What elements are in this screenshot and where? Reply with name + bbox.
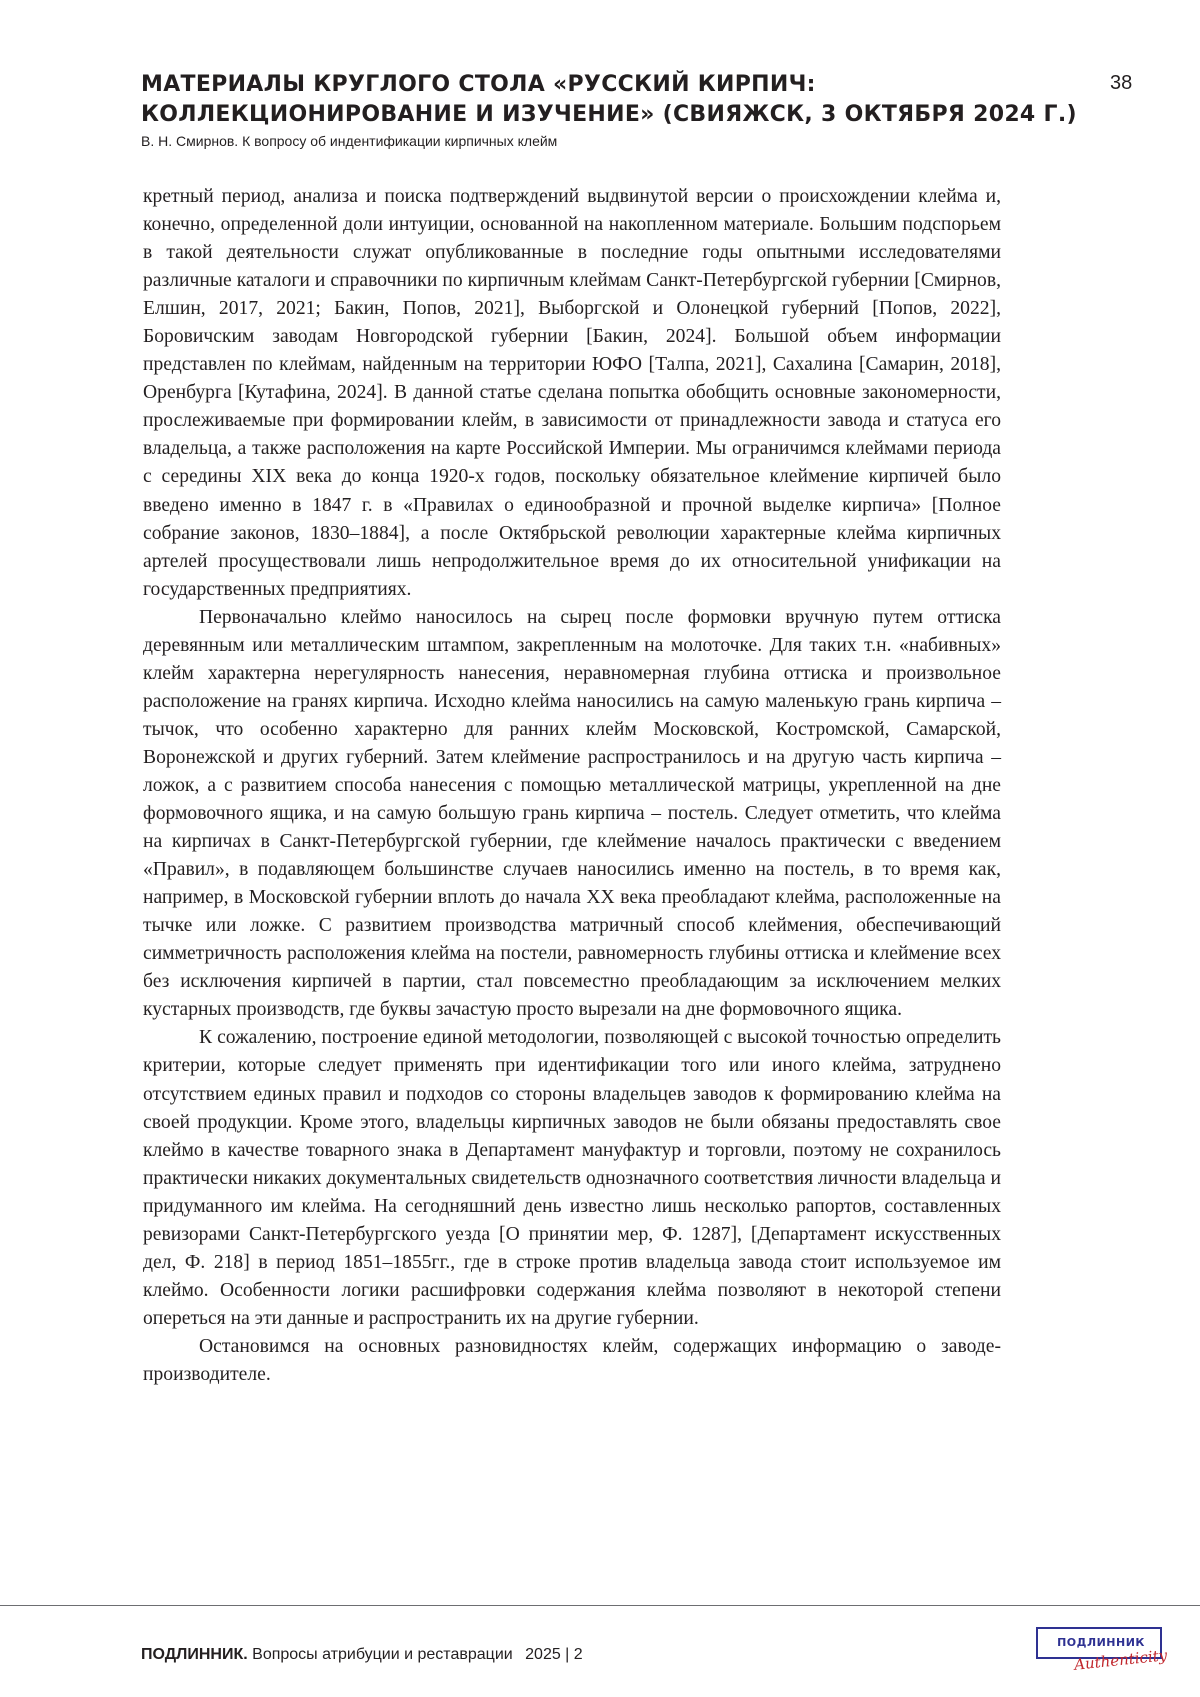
logo-wordmark: ПОДЛИННИК [1038, 1636, 1164, 1649]
page-number: 38 [1110, 72, 1132, 95]
footer-divider [0, 1605, 1200, 1606]
running-header-article: В. Н. Смирнов. К вопросу об индентификации кирпичных клейм [141, 133, 557, 149]
journal-subtitle: Вопросы атрибуции и реставрации [252, 1646, 513, 1663]
paragraph-continued: кретный период, анализа и поиска подтверждений выдвинутой версии о происхождении клейма и, конечно, определенной доли интуиции, основанной на накопленном материале. Большим подспорьем в такой деятельности служат опубликованные в последние годы опытными исследователями различные каталоги и справочники по кирпичным клеймам Санкт-Петербургской губернии [Смирнов, Елшин, 2017, 2021; Бакин, Попов, 2021], Выборгской и Олонецкой губерний [Попов, 2022], Боровичским заводам Новгородской губернии [Бакин, 2024]. Большой объем информации представлен по клеймам, найденным на территории ЮФО [Талпа, 2021], Сахалина [Самарин, 2018], Оренбурга [Кутафина, 2024]. В данной статье сделана попытка обобщить основные закономерности, прослеживаемые при формировании клейм, в зависимости от принадлежности завода и статуса его владельца, а также расположения на карте Российской Империи. Мы ограничимся клеймами периода с середины XIX века до конца 1920-х годов, поскольку обязательное клеймение кирпичей было введено именно в 1847 г. в «Правилах о единообразной и прочной выделке кирпича» [Полное собрание законов, 1830–1884], а после Октябрьской революции характерные клейма кирпичных артелей просуществовали лишь непродолжительное время до их относительной унификации на государственных предприятиях. [143, 183, 1001, 604]
paragraph: Первоначально клеймо наносилось на сырец после формовки вручную путем оттиска деревянным или металлическим штампом, закрепленным на молоточке. Для таких т.н. «набивных» клейм характерна нерегулярность нанесения, неравномерная глубина оттиска и произвольное расположение на гранях кирпича. Исходно клейма наносились на самую маленькую грань кирпича – тычок, что особенно характерно для ранних клейм Московской, Костромской, Самарской, Воронежской и других губерний. Затем клеймение распространилось и на другую часть кирпича – ложок, а с развитием способа нанесения с помощью металлической матрицы, укрепленной на дне формовочного ящика, и на самую большую грань кирпича – постель. Следует отметить, что клейма на кирпичах в Санкт-Петербургской губернии, где клеймение началось практически с введением «Правил», в подавляющем большинстве случаев наносились именно на постель, в то время как, например, в Московской губернии вплоть до начала XX века преобладают клейма, расположенные на тычке или ложке. С развитием производства матричный способ клеймения, обеспечивающий симметричность расположения клейма на постели, равномерность глубины оттиска и клеймение всех без исключения кирпичей в партии, стал повсеместно преобладающим за исключением мелких кустарных производств, где буквы зачастую просто вырезали на дне формовочного ящика. [143, 604, 1001, 1025]
journal-name: ПОДЛИННИК. [141, 1646, 248, 1663]
journal-logo [1036, 1627, 1164, 1679]
running-header-title: МАТЕРИАЛЫ КРУГЛОГО СТОЛА «РУССКИЙ КИРПИЧ: КОЛЛЕКЦИОНИРОВАНИЕ И ИЗУЧЕНИЕ» (СВИЯЖСК, 3 ОКТЯБРЯ 2024 Г.) [141, 70, 1101, 130]
logo-script: Authenticity [1073, 1646, 1168, 1674]
paragraph: К сожалению, построение единой методологии, позволяющей с высокой точностью определить критерии, которые следует применять при идентификации того или иного клейма, затруднено отсутствием единых правил и подходов со стороны владельцев заводов к формированию клейма на своей продукции. Кроме этого, владельцы кирпичных заводов не были обязаны предоставлять свое клеймо в качестве товарного знака в Департамент мануфактур и торговли, поэтому не сохранилось практически никаких документальных свидетельств однозначного соответствия личности владельца и придуманного им клейма. На сегодняшний день известно лишь несколько рапортов, составленных ревизорами Санкт-Петербургского уезда [О принятии мер, Ф. 1287], [Департамент искусственных дел, Ф. 218] в период 1851–1855гг., где в строке против владельца завода стоит используемое им клеймо. Особенности логики расшифровки содержания клейма позволяют в некоторой степени опереться на эти данные и распространить их на другие губернии. [143, 1024, 1001, 1333]
article-body [143, 183, 1001, 1389]
journal-issue: 2025 | 2 [525, 1646, 583, 1663]
paragraph: Остановимся на основных разновидностях клейм, содержащих информацию о заводе-производителе. [143, 1333, 1001, 1389]
footer-journal [141, 1646, 583, 1664]
